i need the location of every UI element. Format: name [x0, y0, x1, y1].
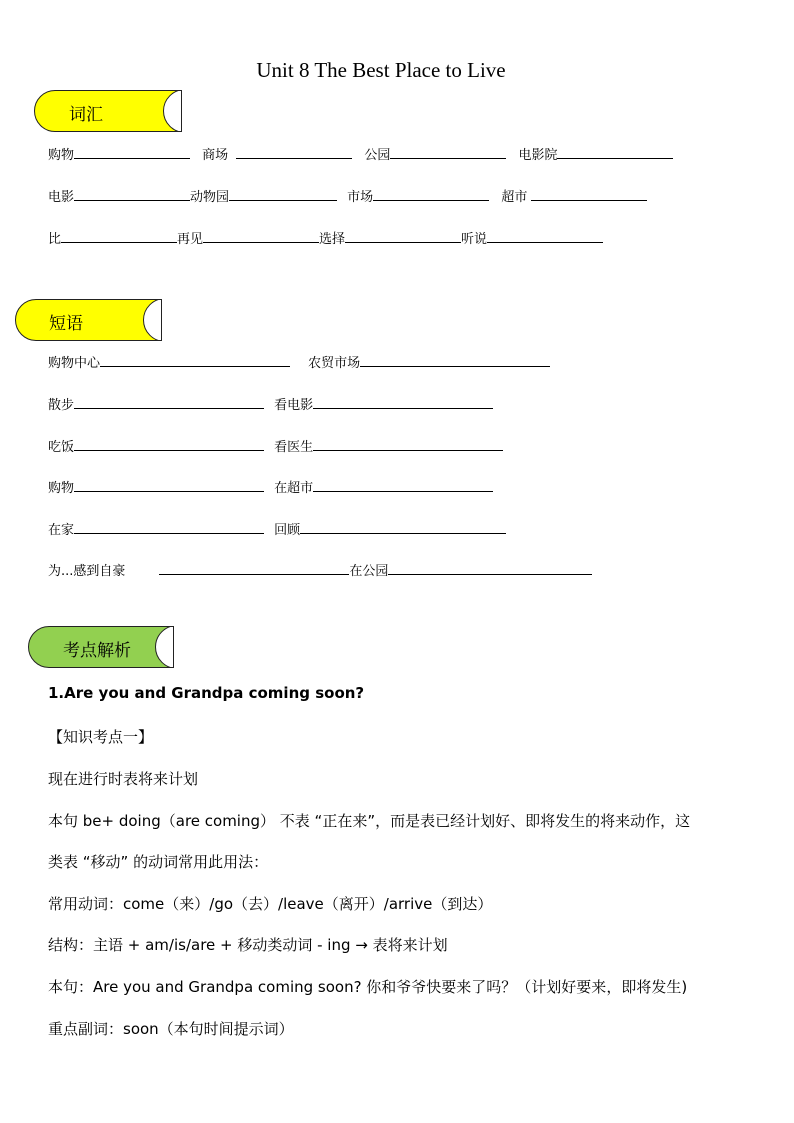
answer-blank[interactable]	[531, 186, 647, 201]
analysis-line: 现在进行时表将来计划	[48, 770, 199, 788]
answer-blank[interactable]	[390, 144, 506, 159]
section-title-analysis: 考点解析	[63, 641, 131, 661]
phrase-item: 回顾	[274, 523, 301, 538]
answer-blank[interactable]	[74, 477, 264, 492]
vocab-row	[48, 228, 603, 247]
answer-blank[interactable]	[61, 228, 177, 243]
phrase-item: 在超市	[274, 481, 314, 496]
vocab-item: 比	[48, 232, 62, 247]
phrase-item: 农贸市场	[308, 356, 361, 371]
answer-blank[interactable]	[300, 519, 506, 534]
page-title: Unit 8 The Best Place to Live	[256, 58, 506, 82]
answer-blank[interactable]	[236, 144, 352, 159]
section-badge-phrases	[15, 299, 162, 341]
phrase-item: 在家	[48, 523, 75, 538]
phrase-item: 为...感到自豪	[48, 564, 126, 579]
phrase-item: 购物中心	[48, 356, 101, 371]
question-heading: 1.Are you and Grandpa coming soon?	[48, 684, 365, 702]
vocab-row	[48, 144, 673, 163]
analysis-line: 结构：主语 + am/is/are + 移动类动词 - ing → 表将来计划	[48, 936, 448, 954]
answer-blank[interactable]	[100, 352, 290, 367]
phrase-row	[48, 477, 493, 496]
phrase-item: 看医生	[274, 440, 314, 455]
section-badge-vocab	[34, 90, 182, 132]
vocab-item: 公园	[364, 148, 391, 163]
section-badge-analysis	[28, 626, 174, 668]
answer-blank[interactable]	[557, 144, 673, 159]
phrase-item: 看电影	[274, 398, 314, 413]
phrase-item: 散步	[48, 398, 75, 413]
answer-blank[interactable]	[313, 436, 503, 451]
answer-blank[interactable]	[360, 352, 550, 367]
answer-blank[interactable]	[229, 186, 337, 201]
vocab-item: 电影院	[518, 148, 558, 163]
phrase-row	[48, 519, 506, 538]
phrase-row	[48, 436, 503, 455]
answer-blank[interactable]	[74, 519, 264, 534]
vocab-row	[48, 186, 647, 205]
analysis-line: 本句：Are you and Grandpa coming soon? 你和爷爷快要来了吗？（计划好要来，即将发生)	[48, 978, 688, 996]
phrase-item: 吃饭	[48, 440, 75, 455]
analysis-line: 常用动词：come（来）/go（去）/leave（离开）/arrive（到达）	[48, 895, 493, 913]
vocab-item: 再见	[177, 232, 204, 247]
section-title-phrases: 短语	[49, 314, 83, 334]
vocab-item: 选择	[319, 232, 346, 247]
answer-blank[interactable]	[74, 394, 264, 409]
answer-blank[interactable]	[313, 394, 493, 409]
answer-blank[interactable]	[159, 560, 349, 575]
answer-blank[interactable]	[345, 228, 461, 243]
answer-blank[interactable]	[388, 560, 592, 575]
answer-blank[interactable]	[313, 477, 493, 492]
answer-blank[interactable]	[373, 186, 489, 201]
section-title-vocab: 词汇	[69, 105, 103, 125]
answer-blank[interactable]	[74, 186, 190, 201]
phrase-item: 购物	[48, 481, 75, 496]
analysis-line: 本句 be+ doing（are coming） 不表 “正在来”，而是表已经计划好、即将发生的将来动作，这	[48, 812, 691, 830]
answer-blank[interactable]	[74, 144, 190, 159]
phrase-row	[48, 560, 592, 579]
vocab-item: 市场	[347, 190, 374, 205]
analysis-line: 重点副词：soon（本句时间提示词）	[48, 1020, 294, 1038]
vocab-item: 电影	[48, 190, 75, 205]
vocab-item: 动物园	[190, 190, 230, 205]
answer-blank[interactable]	[203, 228, 319, 243]
vocab-item: 听说	[461, 232, 488, 247]
answer-blank[interactable]	[74, 436, 264, 451]
knowledge-point-label: 【知识考点一】	[48, 728, 154, 746]
vocab-item: 超市	[501, 190, 528, 205]
phrase-row	[48, 352, 550, 371]
vocab-item: 购物	[48, 148, 75, 163]
phrase-item: 在公园	[349, 564, 389, 579]
vocab-item: 商场	[202, 148, 229, 163]
phrase-row	[48, 394, 493, 413]
answer-blank[interactable]	[487, 228, 603, 243]
analysis-line: 类表 “移动” 的动词常用此用法：	[48, 853, 269, 871]
